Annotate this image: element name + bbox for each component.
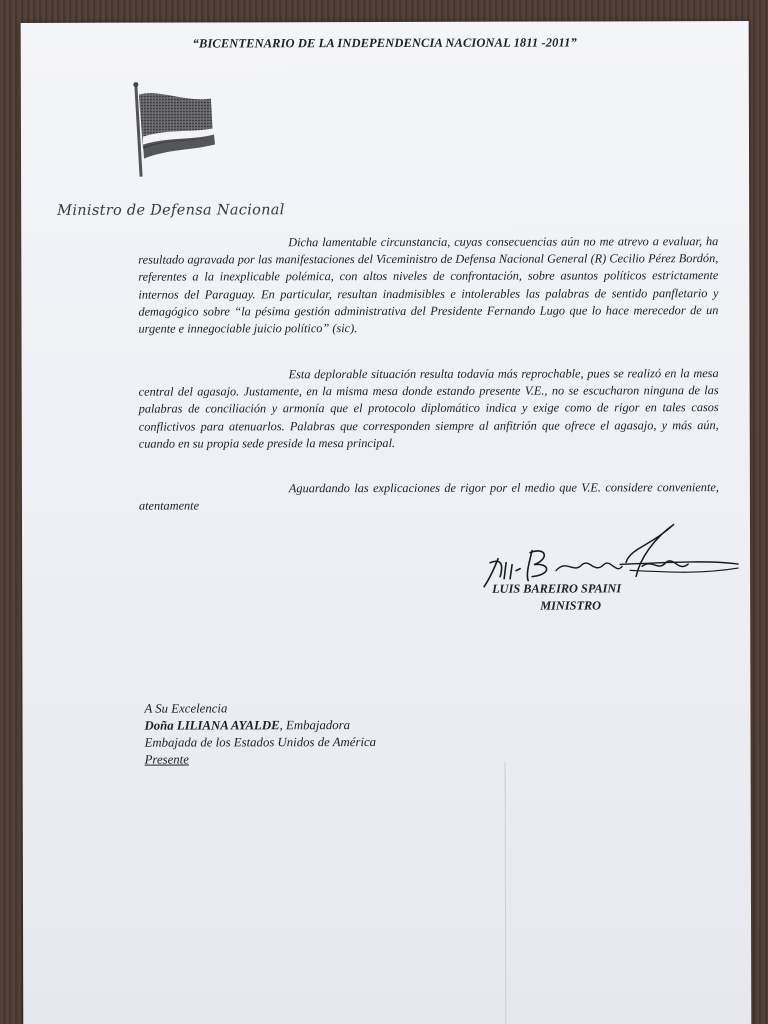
ministry-letterhead: Ministro de Defensa Nacional <box>57 202 285 219</box>
bicentennial-motto: “BICENTENARIO DE LA INDEPENDENCIA NACIONAL 1811 -2011” <box>192 35 577 51</box>
paper-fold-line <box>505 762 507 1024</box>
body-paragraph-2: Esta deplorable situación resulta todavía más reprochable, pues se realizó en la mesa central del agasajo. Justamente, en la misma mesa donde estando presente V.E., no se escucharon ninguna de las palabras de conciliación y armonía que el protocolo diplomático indica y exige como de rigor en tales casos conflictivos para atenuarlos. Palabras que corresponden siempre al anfitrión que ofrece el agasajo, y más aún, cuando en su propia sede preside la mesa principal. <box>138 366 719 451</box>
recipient-closing: Presente <box>144 752 189 767</box>
handwritten-signature <box>470 518 740 589</box>
signer-name: LUIS BAREIRO SPAINI <box>492 581 622 596</box>
letter-page <box>21 21 752 1024</box>
recipient-honorific: Doña <box>144 718 174 733</box>
flag-icon <box>129 80 219 180</box>
recipient-salutation: A Su Excelencia <box>144 701 228 716</box>
recipient-name-line <box>144 717 376 735</box>
body-paragraph-1: Dicha lamentable circunstancia, cuyas consecuencias aún no me atrevo a evaluar, ha resultado agravada por las manifestaciones del Viceministro de Defensa Nacional General (R) Cecilio Pérez Bordón, referentes a la inexplicable polémica, con altos niveles de confrontación, sobre asuntos políticos estrictamente internos del Paraguay. En particular, resultan inadmisibles e intolerables las palabras de sentido panfletario y demagógico sobre “la pésima gestión administrativa del Presidente Fernando Lugo que lo hace merecedor de un urgente e innegociable juicio político” (sic). <box>138 234 719 336</box>
recipient-role: , Embajadora <box>279 718 351 733</box>
recipient-name: LILIANA AYALDE <box>176 718 280 733</box>
body-paragraph-3: Aguardando las explicaciones de rigor por el medio que V.E. considere conveniente, atentamente <box>138 480 719 513</box>
recipient-institution: Embajada de los Estados Unidos de América <box>144 735 377 750</box>
signer-title: MINISTRO <box>540 598 602 613</box>
recipient-block <box>144 700 376 769</box>
